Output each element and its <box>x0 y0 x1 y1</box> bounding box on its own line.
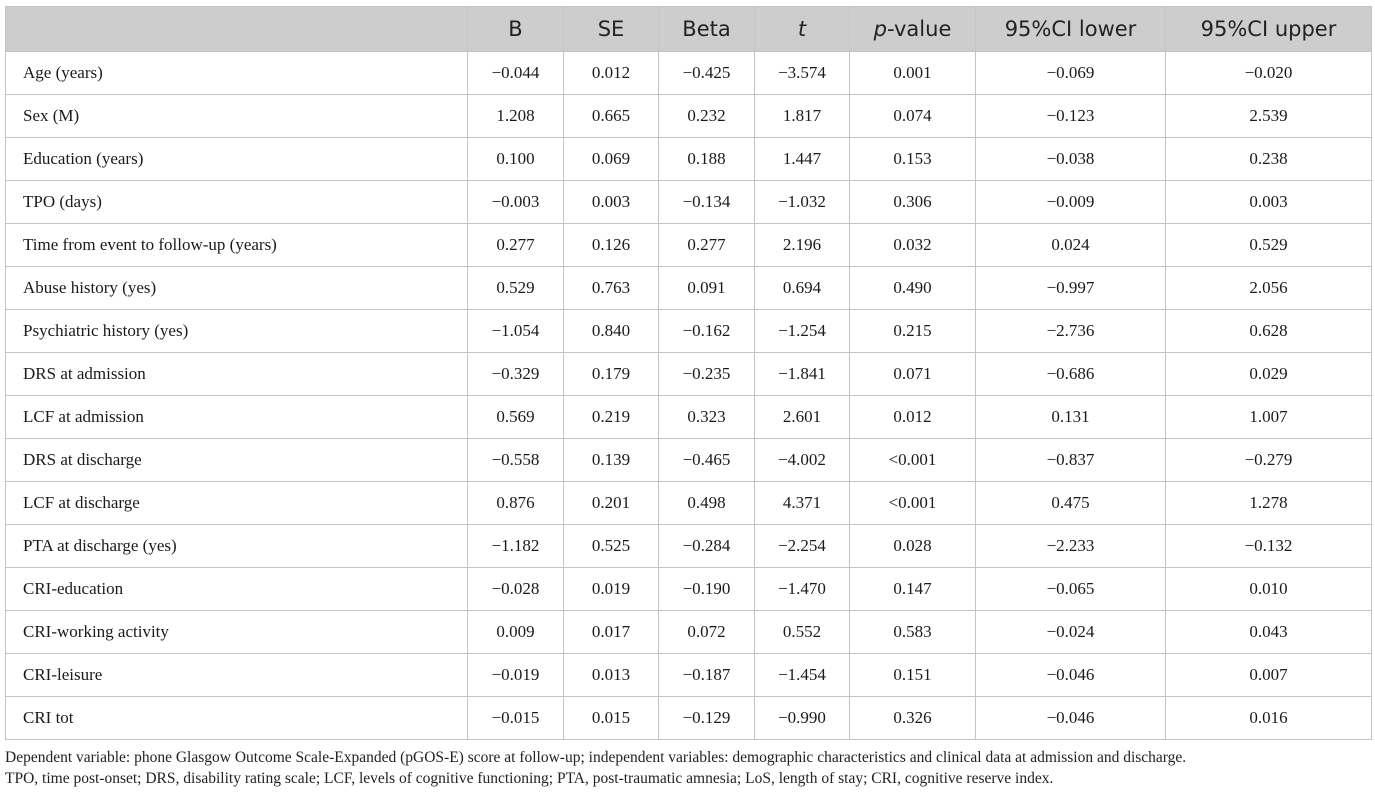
table-row <box>6 52 1372 95</box>
table-cell: −0.235 <box>659 353 755 396</box>
table-cell: 0.012 <box>564 52 659 95</box>
table-cell: −0.132 <box>1166 525 1372 568</box>
row-label: Time from event to follow-up (years) <box>6 224 468 267</box>
table-cell: 0.694 <box>755 267 850 310</box>
table-row <box>6 181 1372 224</box>
table-cell: 0.091 <box>659 267 755 310</box>
row-label: CRI tot <box>6 697 468 740</box>
table-cell: −0.997 <box>976 267 1166 310</box>
header-label: Beta <box>682 17 731 41</box>
table-cell: −0.279 <box>1166 439 1372 482</box>
table-row <box>6 138 1372 181</box>
table-cell: 0.475 <box>976 482 1166 525</box>
table-cell: 2.196 <box>755 224 850 267</box>
table-cell: 1.278 <box>1166 482 1372 525</box>
table-cell: 0.016 <box>1166 697 1372 740</box>
table-row <box>6 568 1372 611</box>
table-cell: 0.201 <box>564 482 659 525</box>
header-col-1 <box>468 7 564 52</box>
row-label: Abuse history (yes) <box>6 267 468 310</box>
table-cell: 0.147 <box>850 568 976 611</box>
table-cell: −0.465 <box>659 439 755 482</box>
table-cell: 2.056 <box>1166 267 1372 310</box>
table-cell: 2.601 <box>755 396 850 439</box>
table-cell: 0.583 <box>850 611 976 654</box>
header-col-3 <box>659 7 755 52</box>
table-cell: −0.190 <box>659 568 755 611</box>
table-cell: 0.071 <box>850 353 976 396</box>
table-row <box>6 396 1372 439</box>
table-cell: 0.232 <box>659 95 755 138</box>
table-cell: 0.015 <box>564 697 659 740</box>
row-label: PTA at discharge (yes) <box>6 525 468 568</box>
table-cell: −2.736 <box>976 310 1166 353</box>
table-row <box>6 224 1372 267</box>
header-col-6 <box>976 7 1166 52</box>
table-row <box>6 353 1372 396</box>
table-cell: 0.013 <box>564 654 659 697</box>
table-cell: <0.001 <box>850 439 976 482</box>
table-cell: 1.007 <box>1166 396 1372 439</box>
table-cell: 0.007 <box>1166 654 1372 697</box>
table-cell: 0.763 <box>564 267 659 310</box>
table-cell: 0.010 <box>1166 568 1372 611</box>
regression-table <box>5 6 1372 740</box>
table-cell: 0.525 <box>564 525 659 568</box>
table-cell: 0.009 <box>468 611 564 654</box>
table-cell: 0.029 <box>1166 353 1372 396</box>
table-row <box>6 697 1372 740</box>
table-cell: −0.015 <box>468 697 564 740</box>
table-cell: 0.100 <box>468 138 564 181</box>
table-cell: 0.498 <box>659 482 755 525</box>
header-label: B <box>508 17 523 41</box>
header-label: 95%CI upper <box>1200 17 1337 41</box>
row-label: CRI-working activity <box>6 611 468 654</box>
table-cell: 0.153 <box>850 138 976 181</box>
table-cell: 0.238 <box>1166 138 1372 181</box>
table-cell: −1.032 <box>755 181 850 224</box>
table-footnote <box>5 747 1371 789</box>
table-cell: −0.425 <box>659 52 755 95</box>
table-cell: 0.126 <box>564 224 659 267</box>
table-cell: 0.306 <box>850 181 976 224</box>
table-cell: 0.139 <box>564 439 659 482</box>
table-cell: −0.123 <box>976 95 1166 138</box>
header-col-7 <box>1166 7 1372 52</box>
table-cell: 0.028 <box>850 525 976 568</box>
table-cell: 0.188 <box>659 138 755 181</box>
table-cell: −0.065 <box>976 568 1166 611</box>
table-cell: 1.208 <box>468 95 564 138</box>
table-cell: −0.020 <box>1166 52 1372 95</box>
row-label: Education (years) <box>6 138 468 181</box>
table-cell: −0.028 <box>468 568 564 611</box>
table-cell: −0.046 <box>976 697 1166 740</box>
table-cell: 0.001 <box>850 52 976 95</box>
table-cell: 0.840 <box>564 310 659 353</box>
table-cell: 0.628 <box>1166 310 1372 353</box>
table-cell: 0.069 <box>564 138 659 181</box>
table-cell: 2.539 <box>1166 95 1372 138</box>
footnote-line-2: TPO, time post-onset; DRS, disability rating scale; LCF, levels of cognitive functioning; PTA, post-traumatic amnesia; LoS, length of stay; CRI, cognitive reserve index. <box>5 770 1054 787</box>
table-cell: 0.219 <box>564 396 659 439</box>
table-cell: 0.529 <box>1166 224 1372 267</box>
header-label-suffix: -value <box>886 17 952 41</box>
table-cell: 0.326 <box>850 697 976 740</box>
row-label: CRI-leisure <box>6 654 468 697</box>
row-label: TPO (days) <box>6 181 468 224</box>
table-cell: −4.002 <box>755 439 850 482</box>
table-cell: −3.574 <box>755 52 850 95</box>
table-cell: −1.841 <box>755 353 850 396</box>
table-cell: −0.129 <box>659 697 755 740</box>
table-cell: 0.072 <box>659 611 755 654</box>
table-cell: −0.024 <box>976 611 1166 654</box>
table-row <box>6 95 1372 138</box>
table-body <box>6 52 1372 740</box>
table-cell: −0.558 <box>468 439 564 482</box>
table-cell: 0.277 <box>659 224 755 267</box>
row-label: LCF at admission <box>6 396 468 439</box>
header-label: p <box>873 17 887 41</box>
row-label: CRI-education <box>6 568 468 611</box>
table-cell: 0.003 <box>1166 181 1372 224</box>
table-cell: −2.254 <box>755 525 850 568</box>
table-cell: −0.329 <box>468 353 564 396</box>
table-cell: −1.454 <box>755 654 850 697</box>
table-cell: 0.323 <box>659 396 755 439</box>
header-label: SE <box>597 17 625 41</box>
table-cell: 0.017 <box>564 611 659 654</box>
table-cell: 4.371 <box>755 482 850 525</box>
table-cell: −0.187 <box>659 654 755 697</box>
table-cell: −0.162 <box>659 310 755 353</box>
table-cell: 0.131 <box>976 396 1166 439</box>
row-label: Age (years) <box>6 52 468 95</box>
table-cell: 0.876 <box>468 482 564 525</box>
row-label: DRS at admission <box>6 353 468 396</box>
table-cell: 1.817 <box>755 95 850 138</box>
table-cell: 0.032 <box>850 224 976 267</box>
table-cell: −0.019 <box>468 654 564 697</box>
row-label: DRS at discharge <box>6 439 468 482</box>
table-cell: 0.529 <box>468 267 564 310</box>
table-cell: −0.686 <box>976 353 1166 396</box>
row-label: LCF at discharge <box>6 482 468 525</box>
table-cell: 0.215 <box>850 310 976 353</box>
header-col-2 <box>564 7 659 52</box>
table-cell: 0.151 <box>850 654 976 697</box>
table-cell: −0.837 <box>976 439 1166 482</box>
row-label: Sex (M) <box>6 95 468 138</box>
table-cell: −0.046 <box>976 654 1166 697</box>
table-cell: −1.054 <box>468 310 564 353</box>
table-cell: −1.182 <box>468 525 564 568</box>
table-cell: 1.447 <box>755 138 850 181</box>
table-cell: −0.134 <box>659 181 755 224</box>
table-cell: −0.044 <box>468 52 564 95</box>
table-header-row <box>6 7 1372 52</box>
table-cell: −0.069 <box>976 52 1166 95</box>
table-cell: −2.233 <box>976 525 1166 568</box>
table-cell: <0.001 <box>850 482 976 525</box>
footnote-line-1: Dependent variable: phone Glasgow Outcome Scale-Expanded (pGOS-E) score at follow-up; independent variables: demographic characteristics and clinical data at admission and discharge. <box>5 749 1187 766</box>
header-variable <box>6 7 468 52</box>
table-cell: −0.003 <box>468 181 564 224</box>
table-cell: −0.990 <box>755 697 850 740</box>
table-cell: 0.019 <box>564 568 659 611</box>
table-cell: 0.277 <box>468 224 564 267</box>
header-label: 95%CI lower <box>1004 17 1137 41</box>
table-cell: 0.665 <box>564 95 659 138</box>
table-cell: 0.552 <box>755 611 850 654</box>
table-cell: 0.024 <box>976 224 1166 267</box>
table-cell: −0.284 <box>659 525 755 568</box>
table-row <box>6 267 1372 310</box>
table-row <box>6 310 1372 353</box>
row-label: Psychiatric history (yes) <box>6 310 468 353</box>
header-col-5 <box>850 7 976 52</box>
table-row <box>6 611 1372 654</box>
table-row <box>6 439 1372 482</box>
table-cell: 0.012 <box>850 396 976 439</box>
table-cell: −1.254 <box>755 310 850 353</box>
table-cell: −0.009 <box>976 181 1166 224</box>
table-row <box>6 525 1372 568</box>
table-cell: −1.470 <box>755 568 850 611</box>
header-label: t <box>797 17 807 41</box>
table-cell: 0.569 <box>468 396 564 439</box>
header-col-4 <box>755 7 850 52</box>
table-row <box>6 654 1372 697</box>
table-cell: 0.003 <box>564 181 659 224</box>
table-cell: −0.038 <box>976 138 1166 181</box>
table-cell: 0.074 <box>850 95 976 138</box>
table-cell: 0.043 <box>1166 611 1372 654</box>
table-cell: 0.179 <box>564 353 659 396</box>
table-cell: 0.490 <box>850 267 976 310</box>
table-row <box>6 482 1372 525</box>
